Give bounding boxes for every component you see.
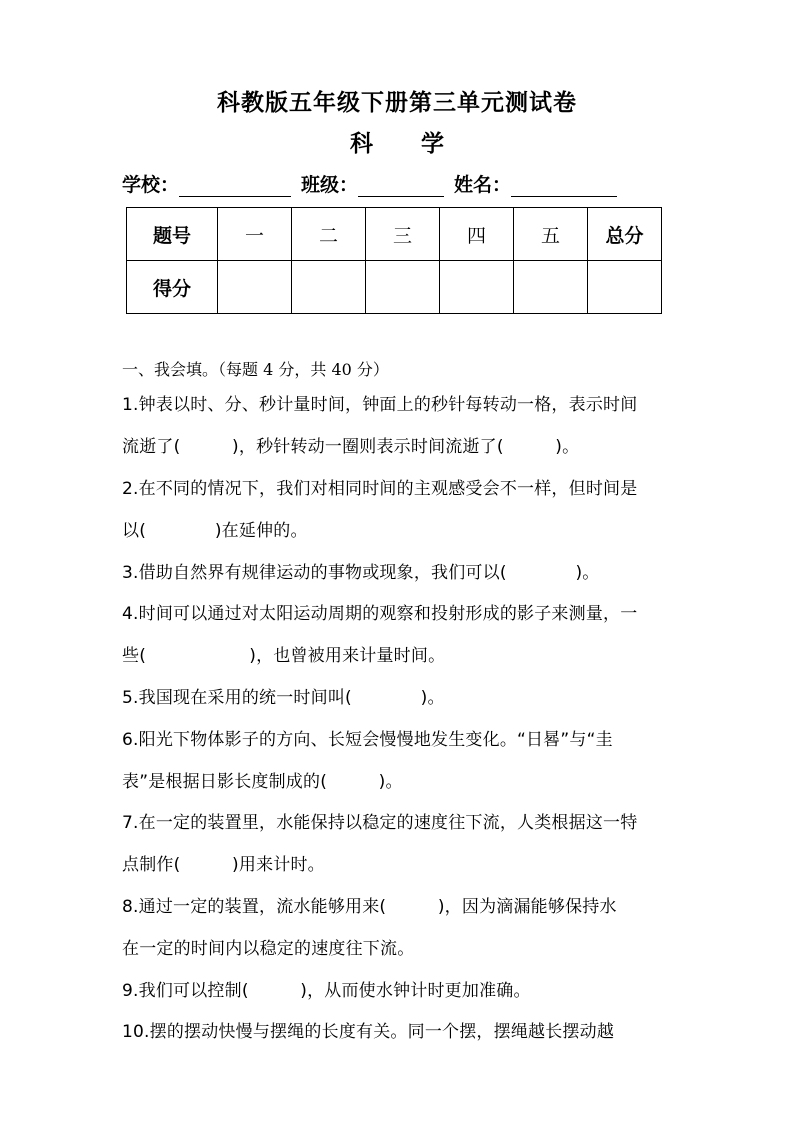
score-cell-2[interactable] xyxy=(292,261,366,314)
question-line: 2.在不同的情况下，我们对相同时间的主观感受会不一样，但时间是 xyxy=(122,479,638,499)
score-table-score-row xyxy=(127,261,662,314)
name-blank[interactable] xyxy=(511,178,617,197)
class-blank[interactable] xyxy=(358,178,444,197)
score-cell-total[interactable] xyxy=(588,261,662,314)
subject-char-2: 学 xyxy=(421,130,444,157)
school-blank[interactable] xyxy=(179,178,291,197)
question-line: 9.我们可以控制( )，从而使水钟计时更加准确。 xyxy=(122,981,531,1001)
question-line: 5.我国现在采用的统一时间叫( )。 xyxy=(122,688,445,708)
question-line: 8.通过一定的装置，流水能够用来( )，因为滴漏能够保持水 xyxy=(122,897,617,917)
subject-heading xyxy=(0,125,794,158)
header-cell-4: 四 xyxy=(440,208,514,261)
header-cell-total: 总分 xyxy=(588,208,662,261)
header-cell-2: 二 xyxy=(292,208,366,261)
score-table-header-row xyxy=(127,208,662,261)
header-cell-1: 一 xyxy=(218,208,292,261)
question-line: 10.摆的摆动快慢与摆绳的长度有关。同一个摆，摆绳越长摆动越 xyxy=(122,1022,615,1042)
section-heading: 一、我会填。（每题 4 分，共 40 分） xyxy=(122,360,389,379)
question-line: 3.借助自然界有规律运动的事物或现象，我们可以( )。 xyxy=(122,563,600,583)
school-label: 学校： xyxy=(122,174,180,196)
question-line: 表”是根据日影长度制成的( )。 xyxy=(122,772,403,792)
student-info-row xyxy=(122,170,627,197)
question-line: 4.时间可以通过对太阳运动周期的观察和投射形成的影子来测量，一 xyxy=(122,604,638,624)
question-line: 在一定的时间内以稳定的速度往下流。 xyxy=(122,939,415,959)
score-cell-4[interactable] xyxy=(440,261,514,314)
score-row-label: 得分 xyxy=(127,261,218,314)
question-line: 流逝了( )，秒针转动一圈则表示时间流逝了( )。 xyxy=(122,437,580,457)
subject-char-1: 科 xyxy=(349,130,373,157)
score-cell-1[interactable] xyxy=(218,261,292,314)
exam-title: 科教版五年级下册第三单元测试卷 xyxy=(217,89,577,116)
header-cell-question-number: 题号 xyxy=(127,208,218,261)
question-line: 6.阳光下物体影子的方向、长短会慢慢地发生变化。“日晷”与“圭 xyxy=(122,730,613,750)
question-line: 以( )在延伸的。 xyxy=(122,521,308,541)
question-line: 7.在一定的装置里，水能保持以稳定的速度往下流，人类根据这一特 xyxy=(122,813,638,833)
score-cell-3[interactable] xyxy=(366,261,440,314)
question-line: 些( )，也曾被用来计量时间。 xyxy=(122,646,446,666)
header-cell-3: 三 xyxy=(366,208,440,261)
header-cell-5: 五 xyxy=(514,208,588,261)
score-table xyxy=(126,207,662,314)
class-label: 班级： xyxy=(301,174,359,196)
name-label: 姓名： xyxy=(454,174,512,196)
question-line: 1.钟表以时、分、秒计量时间，钟面上的秒针每转动一格，表示时间 xyxy=(122,395,638,415)
score-cell-5[interactable] xyxy=(514,261,588,314)
question-line: 点制作( )用来计时。 xyxy=(122,855,325,875)
